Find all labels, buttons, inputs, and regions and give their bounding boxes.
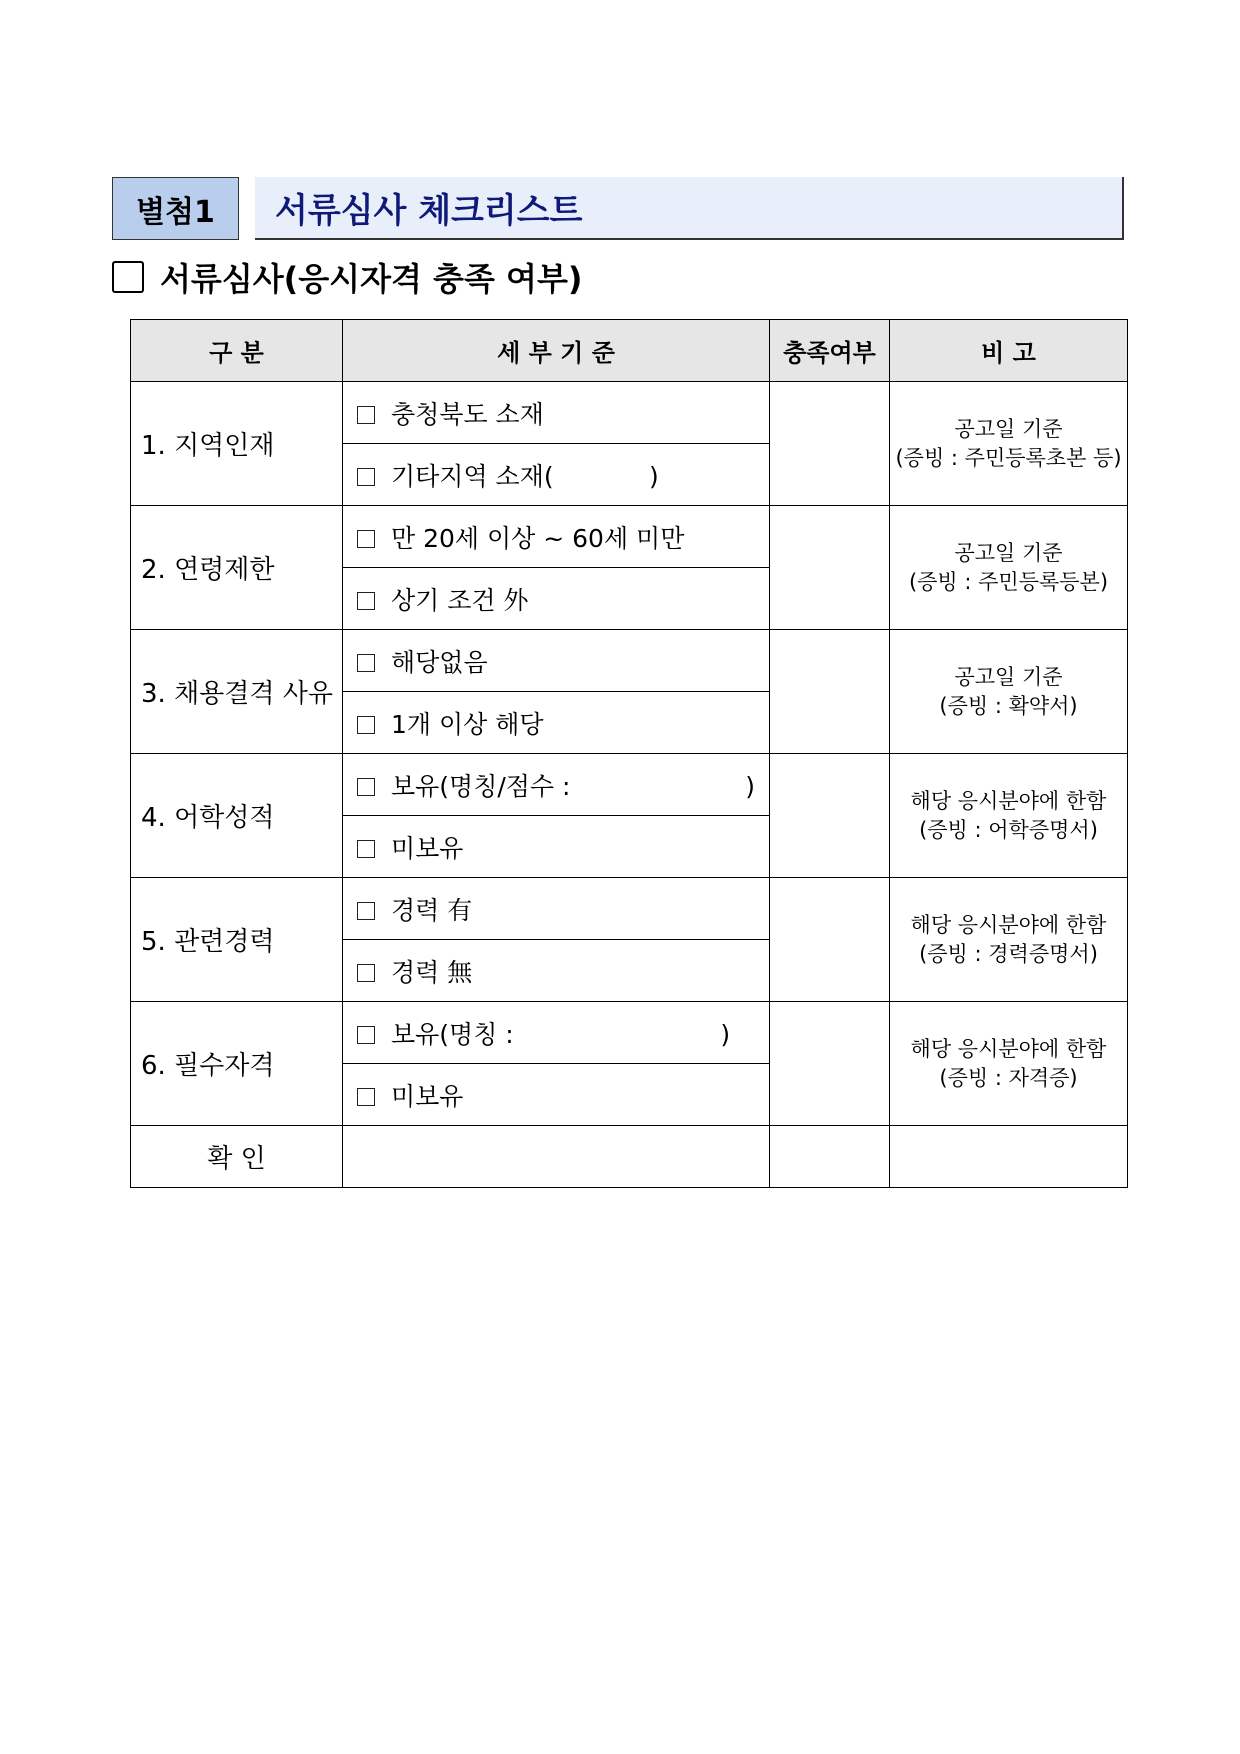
option-cell[interactable] [343,816,770,878]
option-cell[interactable] [343,382,770,444]
fulfilled-cell[interactable] [770,878,890,1002]
fulfilled-cell[interactable] [770,506,890,630]
table-row [131,506,1128,568]
checkbox-icon[interactable] [357,964,375,982]
checkbox-icon[interactable] [357,654,375,672]
remarks-line1: 해당 응시분야에 한함 [910,788,1107,813]
remarks-line1: 해당 응시분야에 한함 [910,1036,1107,1061]
remarks-line1: 공고일 기준 [954,664,1063,689]
checkbox-icon[interactable] [357,778,375,796]
page-title: 서류심사 체크리스트 [255,177,1124,240]
section-heading [112,254,582,300]
fulfilled-cell[interactable] [770,630,890,754]
row-category: 3. 채용결격 사유 [131,630,343,754]
option-cell[interactable] [343,940,770,1002]
confirm-remarks-cell[interactable] [890,1126,1128,1188]
header-criteria: 세 부 기 준 [343,320,770,382]
table-header-row [131,320,1128,382]
remarks-line2: (증빙 : 경력증명서) [919,941,1098,966]
table-row [131,878,1128,940]
option-cell[interactable] [343,878,770,940]
option-cell[interactable] [343,568,770,630]
fulfilled-cell[interactable] [770,382,890,506]
option-cell[interactable] [343,1064,770,1126]
section-square-icon [112,261,144,293]
row-category: 2. 연령제한 [131,506,343,630]
row-category: 4. 어학성적 [131,754,343,878]
option-label: 경력 有 [391,895,473,925]
checkbox-icon[interactable] [357,468,375,486]
option-cell[interactable] [343,506,770,568]
remarks-line1: 공고일 기준 [954,540,1063,565]
fulfilled-cell[interactable] [770,754,890,878]
option-label: 보유(명칭/점수 : ) [391,771,756,801]
table-row [131,1002,1128,1064]
checkbox-icon[interactable] [357,1088,375,1106]
option-label: 1개 이상 해당 [391,709,544,739]
checkbox-icon[interactable] [357,592,375,610]
checkbox-icon[interactable] [357,1026,375,1044]
option-label: 해당없음 [391,647,488,677]
remarks-line2: (증빙 : 어학증명서) [919,817,1098,842]
remarks-cell [890,878,1128,1002]
option-cell[interactable] [343,692,770,754]
header-fulfilled: 충족여부 [770,320,890,382]
remarks-cell [890,754,1128,878]
confirm-label: 확 인 [131,1126,343,1188]
section-title: 서류심사(응시자격 충족 여부) [160,260,583,298]
confirm-fulfilled-cell[interactable] [770,1126,890,1188]
checkbox-icon[interactable] [357,716,375,734]
header-category: 구 분 [131,320,343,382]
option-cell[interactable] [343,1002,770,1064]
row-category: 6. 필수자격 [131,1002,343,1126]
option-label: 기타지역 소재( ) [391,461,659,491]
option-label: 보유(명칭 : ) [391,1019,731,1049]
attachment-badge: 별첨1 [112,177,239,240]
remarks-cell [890,506,1128,630]
remarks-line2: (증빙 : 주민등록등본) [908,569,1109,594]
confirm-criteria-cell[interactable] [343,1126,770,1188]
checkbox-icon[interactable] [357,530,375,548]
option-label: 경력 無 [391,957,473,987]
confirm-row [131,1126,1128,1188]
remarks-cell [890,382,1128,506]
table-row [131,630,1128,692]
option-label: 만 20세 이상 ~ 60세 미만 [391,523,685,553]
option-label: 미보유 [391,833,464,863]
remarks-line1: 공고일 기준 [954,416,1063,441]
checkbox-icon[interactable] [357,406,375,424]
row-category: 5. 관련경력 [131,878,343,1002]
remarks-line1: 해당 응시분야에 한함 [910,912,1107,937]
remarks-cell [890,1002,1128,1126]
attachment-header [112,177,1124,240]
table-row [131,754,1128,816]
remarks-line2: (증빙 : 주민등록초본 등) [895,445,1122,470]
remarks-cell [890,630,1128,754]
remarks-line2: (증빙 : 자격증) [939,1065,1078,1090]
option-cell[interactable] [343,444,770,506]
header-remarks: 비 고 [890,320,1128,382]
checkbox-icon[interactable] [357,840,375,858]
option-label: 미보유 [391,1081,464,1111]
row-category: 1. 지역인재 [131,382,343,506]
option-label: 상기 조건 外 [391,585,529,615]
option-cell[interactable] [343,630,770,692]
checkbox-icon[interactable] [357,902,375,920]
option-cell[interactable] [343,754,770,816]
remarks-line2: (증빙 : 확약서) [939,693,1078,718]
fulfilled-cell[interactable] [770,1002,890,1126]
option-label: 충청북도 소재 [391,399,544,429]
checklist-table [130,319,1128,1188]
table-row [131,382,1128,444]
